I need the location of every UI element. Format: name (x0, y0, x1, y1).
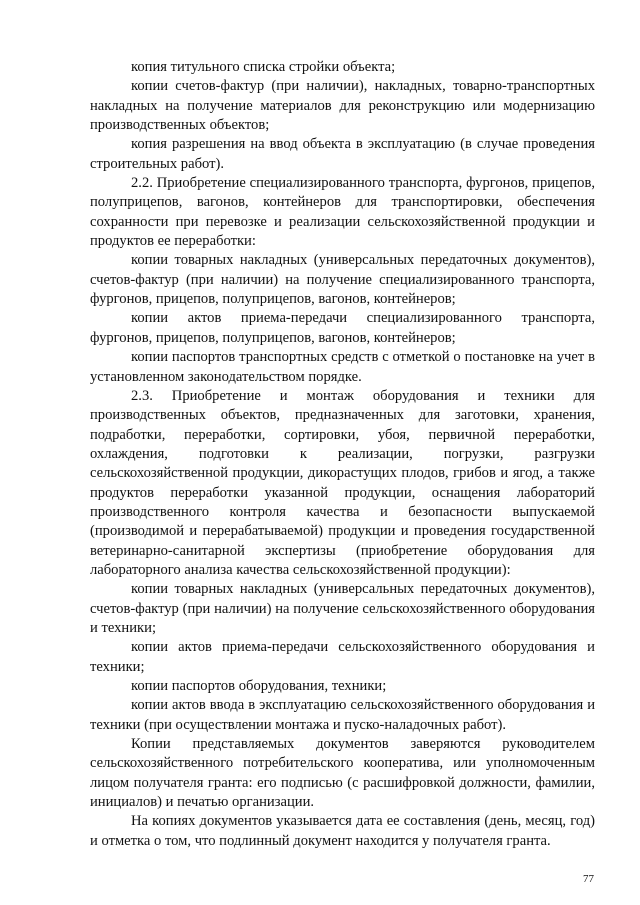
paragraph-section-2-3: 2.3. Приобретение и монтаж оборудования и техники для производственных объектов, предназначенных для заготовки, хранения, подработки, переработки, сортировки, убоя, первичной переработки, охлаждения, подготовки к реализации, погрузки, разгрузки сельскохозяйственной продукции, дикорастущих плодов, грибов и ягод, а также продуктов переработки указанной продукции, оснащения лабораторий производственного контроля качества и безопасности выпускаемой (производимой и перерабатываемой) продукции и проведения государственной ветеринарно-санитарной экспертизы (приобретение оборудования для лабораторного анализа качества сельскохозяйственной продукции): (90, 387, 595, 578)
paragraph-permit-copy: копия разрешения на ввод объекта в эксплуатацию (в случае проведения строительных работ). (90, 136, 595, 172)
paragraph-transport-acts: копии актов приема-передачи специализированного транспорта, фургонов, прицепов, полуприцепов, вагонов, контейнеров; (90, 310, 595, 346)
paragraph-equipment-passports: копии паспортов оборудования, техники; (131, 678, 387, 694)
paragraph-section-2-2: 2.2. Приобретение специализированного транспорта, фургонов, прицепов, полуприцепов, вагонов, контейнеров для транспортировки, обеспечения сохранности при перевозке и реализации сельскохозяйственной продукции и продуктов ее переработки: (90, 175, 595, 250)
paragraph-title-list-copy: копия титульного списка стройки объекта; (131, 59, 396, 75)
paragraph-certification: Копии представляемых документов заверяются руководителем сельскохозяйственного потребительского кооператива, или уполномоченным лицом получателя гранта: его подписью (с расшифровкой должности, фамилии, инициалов) и печатью организации. (90, 736, 595, 811)
paragraph-equipment-invoices: копии товарных накладных (универсальных передаточных документов), счетов-фактур (при наличии) на получение сельскохозяйственного оборудования и техники; (90, 581, 595, 636)
paragraph-invoice-copies: копии счетов-фактур (при наличии), накладных, товарно-транспортных накладных на получение материалов для реконструкцию или модернизацию производственных объектов; (90, 78, 595, 134)
page-number: 77 (583, 873, 594, 885)
paragraph-transport-invoices: копии товарных накладных (универсальных передаточных документов), счетов-фактур (при наличии) на получение специализированного транспорта, фургонов, прицепов, полуприцепов, вагонов, контейнеров; (90, 252, 595, 308)
paragraph-equipment-acts: копии актов приема-передачи сельскохозяйственного оборудования и техники; (90, 639, 595, 675)
document-body (90, 58, 595, 851)
paragraph-commissioning-acts: копии актов ввода в эксплуатацию сельскохозяйственного оборудования и техники (при осуществлении монтажа и пуско-наладочных работ). (90, 697, 595, 733)
paragraph-vehicle-passports: копии паспортов транспортных средств с отметкой о постановке на учет в установленном законодательством порядке. (90, 349, 595, 385)
paragraph-dating: На копиях документов указывается дата ее составления (день, месяц, год) и отметка о том, что подлинный документ находится у получателя гранта. (90, 813, 595, 849)
